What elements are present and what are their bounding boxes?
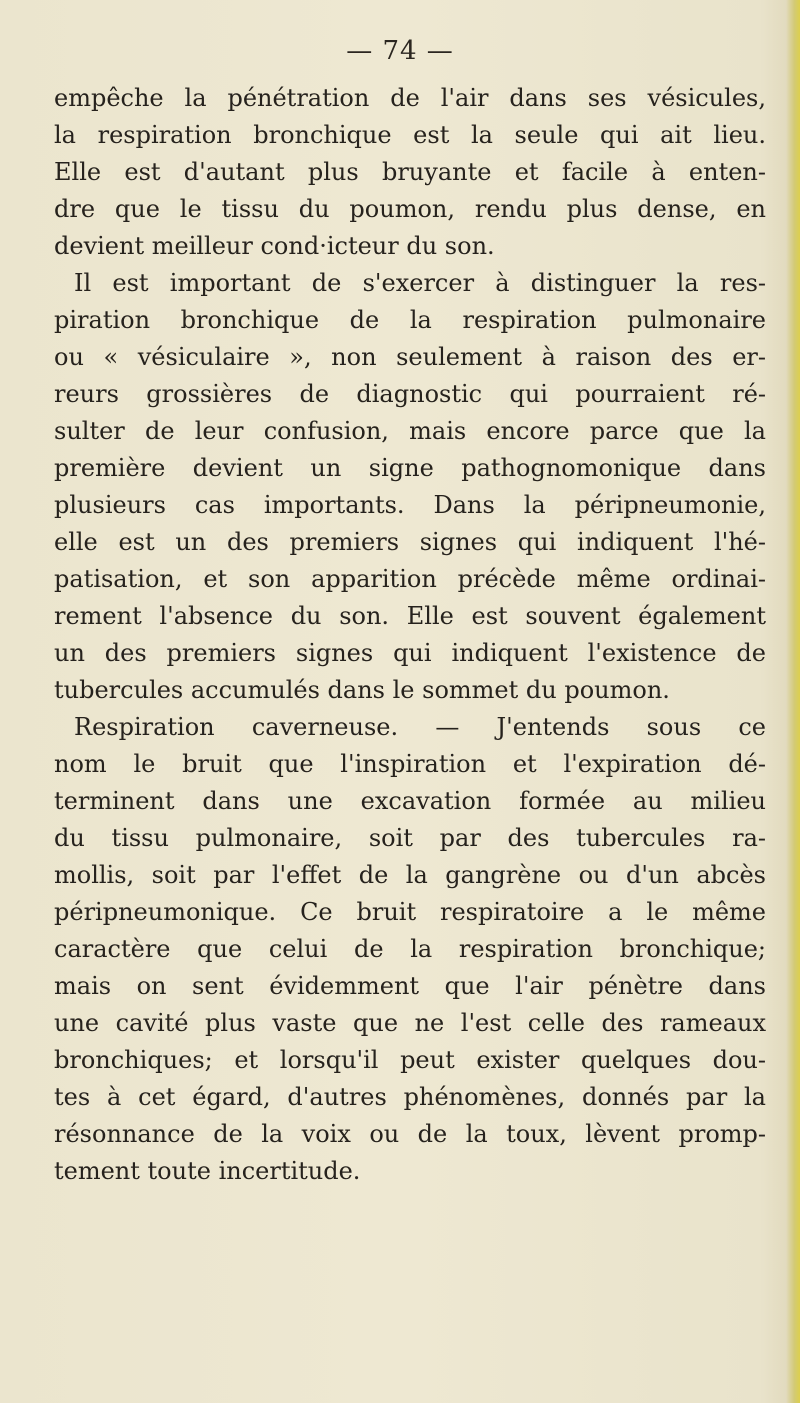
text-line: une cavité plus vaste que ne l'est celle des rameaux: [54, 1009, 766, 1037]
paragraph-end-line: devient meilleur cond·icteur du son.: [54, 232, 495, 260]
text-line: mais on sent évidemment que l'air pénètre dans: [54, 972, 766, 1000]
text-line: ou « vésiculaire », non seulement à raison des er-: [54, 343, 766, 371]
text-line: sulter de leur confusion, mais encore parce que la: [54, 417, 766, 445]
text-line: caractère que celui de la respiration bronchique;: [54, 935, 766, 963]
text-line: rement l'absence du son. Elle est souvent également: [54, 602, 766, 630]
text-line: mollis, soit par l'effet de la gangrène ou d'un abcès: [54, 861, 766, 889]
text-line: un des premiers signes qui indiquent l'existence de: [54, 639, 766, 667]
text-line: la respiration bronchique est la seule qui ait lieu.: [54, 121, 766, 149]
text-line: elle est un des premiers signes qui indiquent l'hé-: [54, 528, 766, 556]
text-line: dre que le tissu du poumon, rendu plus dense, en: [54, 195, 766, 223]
text-line: résonnance de la voix ou de la toux, lèvent promp-: [54, 1120, 766, 1148]
text-line: reurs grossières de diagnostic qui pourraient ré-: [54, 380, 766, 408]
text-line: tes à cet égard, d'autres phénomènes, donnés par la: [54, 1083, 766, 1111]
text-line: bronchiques; et lorsqu'il peut exister quelques dou-: [54, 1046, 766, 1074]
text-line: péripneumonique. Ce bruit respiratoire a le même: [54, 898, 766, 926]
page-number: — 74 —: [346, 36, 454, 66]
page-edge: [786, 0, 800, 1403]
text-line: terminent dans une excavation formée au milieu: [54, 787, 766, 815]
paragraph-end-line: tubercules accumulés dans le sommet du poumon.: [54, 676, 670, 704]
text-line: piration bronchique de la respiration pulmonaire: [54, 306, 766, 334]
text-line: patisation, et son apparition précède même ordinai-: [54, 565, 766, 593]
paragraph-start-line: Il est important de s'exercer à distinguer la res-: [74, 269, 766, 297]
text-line: première devient un signe pathognomonique dans: [54, 454, 766, 482]
text-line: empêche la pénétration de l'air dans ses vésicules,: [54, 84, 766, 112]
body-text: [54, 80, 766, 1190]
text-line: Elle est d'autant plus bruyante et facile à enten-: [54, 158, 766, 186]
section-heading-line: Respiration caverneuse. — J'entends sous ce: [74, 713, 766, 741]
text-line: nom le bruit que l'inspiration et l'expiration dé-: [54, 750, 766, 778]
paragraph-end-line: tement toute incertitude.: [54, 1157, 361, 1185]
text-line: du tissu pulmonaire, soit par des tubercules ra-: [54, 824, 766, 852]
text-line: plusieurs cas importants. Dans la péripneumonie,: [54, 491, 766, 519]
